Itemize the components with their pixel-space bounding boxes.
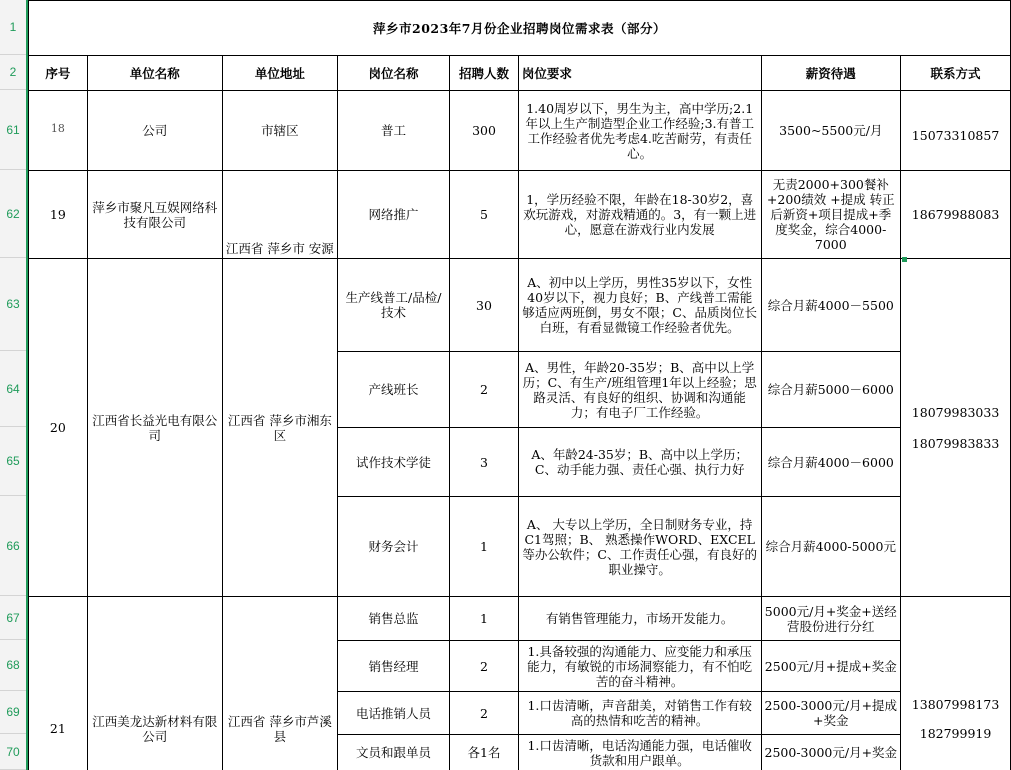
header-position[interactable]: 岗位名称 <box>337 56 449 91</box>
salary-cell[interactable]: 综合月薪4000－6000 <box>761 428 901 497</box>
count-cell[interactable]: 1 <box>450 497 519 597</box>
company-cell[interactable]: 公司 <box>87 91 222 171</box>
salary-cell[interactable]: 综合月薪5000－6000 <box>761 352 901 428</box>
requirements-cell[interactable]: A、 大专以上学历，全日制财务专业，持C1驾照；B、 熟悉操作WORD、EXCEL等办公软件；C、工作责任心强，有良好的职业操守。 <box>518 497 761 597</box>
requirements-cell[interactable]: A、男性，年龄20-35岁；B、高中以上学历；C、有生产/班组管理1年以上经验；思路灵活、有良好的组织、协调和沟通能力；有电子厂工作经验。 <box>518 352 761 428</box>
count-cell[interactable]: 1 <box>450 597 519 641</box>
requirements-cell[interactable]: 1.具备较强的沟通能力、应变能力和承压能力，有敏锐的市场洞察能力，有不怕吃苦的奋斗精神。 <box>518 641 761 692</box>
address-cell[interactable]: 江西省 萍乡市湘东区 <box>222 259 337 597</box>
position-cell[interactable]: 文员和跟单员 <box>337 735 449 770</box>
row-number[interactable]: 64 <box>0 351 26 427</box>
table-row <box>29 91 1011 171</box>
contact-phone-1: 13807998173 <box>911 696 1000 712</box>
header-contact[interactable]: 联系方式 <box>901 56 1011 91</box>
header-company[interactable]: 单位名称 <box>87 56 222 91</box>
table-row <box>29 259 1011 352</box>
salary-cell[interactable]: 2500-3000元/月+奖金 <box>761 735 901 770</box>
company-cell[interactable]: 江西省长益光电有限公司 <box>87 259 222 597</box>
salary-cell[interactable]: 2500元/月+提成+奖金 <box>761 641 901 692</box>
table-row <box>29 171 1011 259</box>
count-cell[interactable]: 各1名 <box>450 735 519 770</box>
position-cell[interactable]: 网络推广 <box>337 171 449 259</box>
header-requirements[interactable]: 岗位要求 <box>518 56 761 91</box>
row-number[interactable]: 62 <box>0 170 26 258</box>
contact-phone-1: 18079983033 <box>911 404 1000 420</box>
sheet-title[interactable]: 萍乡市2023年7月份企业招聘岗位需求表（部分） <box>29 1 1011 56</box>
salary-cell[interactable]: 综合月薪4000-5000元 <box>761 497 901 597</box>
row-number[interactable]: 63 <box>0 258 26 351</box>
row-number[interactable]: 65 <box>0 427 26 496</box>
row-number[interactable]: 61 <box>0 90 26 170</box>
address-cell[interactable]: 市辖区 <box>222 91 337 171</box>
row-number[interactable]: 1 <box>0 0 26 55</box>
salary-cell[interactable]: 5000元/月+奖金+送经营股份进行分红 <box>761 597 901 641</box>
count-cell[interactable]: 5 <box>450 171 519 259</box>
contact-phone-2: 182799919 <box>919 725 992 741</box>
table-row <box>29 597 1011 641</box>
header-salary[interactable]: 薪资待遇 <box>761 56 901 91</box>
row-number[interactable]: 67 <box>0 596 26 640</box>
address-cell[interactable]: 江西省 萍乡市芦溪县 <box>222 597 337 770</box>
selection-fill-handle[interactable] <box>902 257 907 262</box>
seq-cell[interactable]: 21 <box>29 597 88 770</box>
row-number[interactable]: 70 <box>0 734 26 770</box>
count-cell[interactable]: 2 <box>450 692 519 735</box>
row-header-gutter <box>0 0 28 770</box>
seq-partial: 18 <box>50 122 65 135</box>
salary-cell[interactable]: 综合月薪4000－5500 <box>761 259 901 352</box>
position-cell[interactable]: 生产线普工/品检/技术 <box>337 259 449 352</box>
position-cell[interactable]: 普工 <box>337 91 449 171</box>
requirements-cell[interactable]: 1.口齿清晰，电话沟通能力强，电话催收货款和用户跟单。 <box>518 735 761 770</box>
company-cell[interactable]: 萍乡市聚凡互娱网络科技有限公司 <box>87 171 222 259</box>
company-cell[interactable]: 江西美龙达新材料有限公司 <box>87 597 222 770</box>
recruitment-table <box>28 0 1011 770</box>
row-number[interactable]: 68 <box>0 640 26 691</box>
seq-cell[interactable]: 20 <box>29 259 88 597</box>
row-number[interactable]: 2 <box>0 55 26 90</box>
position-cell[interactable]: 试作技术学徒 <box>337 428 449 497</box>
count-cell[interactable]: 2 <box>450 641 519 692</box>
count-cell[interactable]: 3 <box>450 428 519 497</box>
requirements-cell[interactable]: 1.40周岁以下，男生为主，高中学历;2.1年以上生产制造型企业工作经验;3.有普工工作经验者优先考虑4.吃苦耐劳，有责任心。 <box>518 91 761 171</box>
position-cell[interactable]: 电话推销人员 <box>337 692 449 735</box>
count-cell[interactable]: 30 <box>450 259 519 352</box>
position-cell[interactable]: 财务会计 <box>337 497 449 597</box>
address-cell[interactable]: 江西省 萍乡市 安源 <box>222 171 337 259</box>
header-count[interactable]: 招聘人数 <box>450 56 519 91</box>
row-number[interactable]: 69 <box>0 691 26 734</box>
contact-cell[interactable]: 15073310857 <box>901 91 1011 171</box>
contact-phone-2: 18079983833 <box>911 435 1000 451</box>
requirements-cell[interactable]: 有销售管理能力，市场开发能力。 <box>518 597 761 641</box>
contact-cell[interactable]: 18679988083 <box>901 171 1011 259</box>
position-cell[interactable]: 销售经理 <box>337 641 449 692</box>
contact-cell[interactable] <box>901 597 1011 770</box>
position-cell[interactable]: 销售总监 <box>337 597 449 641</box>
position-cell[interactable]: 产线班长 <box>337 352 449 428</box>
seq-cell[interactable]: 19 <box>29 171 88 259</box>
seq-cell[interactable] <box>29 91 88 171</box>
row-number[interactable]: 66 <box>0 496 26 596</box>
contact-cell[interactable] <box>901 259 1011 597</box>
requirements-cell[interactable]: A、年龄24-35岁；B、高中以上学历；C、动手能力强、责任心强、执行力好 <box>518 428 761 497</box>
salary-cell[interactable]: 无责2000+300餐补+200绩效 +提成 转正后新资+项目提成+季度奖金，综合4000-7000 <box>761 171 901 259</box>
requirements-cell[interactable]: 1.口齿清晰，声音甜美，对销售工作有较高的热情和吃苦的精神。 <box>518 692 761 735</box>
salary-cell[interactable]: 3500~5500元/月 <box>761 91 901 171</box>
header-address[interactable]: 单位地址 <box>222 56 337 91</box>
count-cell[interactable]: 2 <box>450 352 519 428</box>
salary-cell[interactable]: 2500-3000元/月+提成+奖金 <box>761 692 901 735</box>
requirements-cell[interactable]: 1，学历经验不限，年龄在18-30岁2，喜欢玩游戏，对游戏精通的。3，有一颗上进心，愿意在游戏行业内发展 <box>518 171 761 259</box>
count-cell[interactable]: 300 <box>450 91 519 171</box>
header-seq[interactable]: 序号 <box>29 56 88 91</box>
requirements-cell[interactable]: A、初中以上学历，男性35岁以下，女性40岁以下，视力良好；B、产线普工需能够适应两班倒，男女不限；C、品质岗位长白班，有看显微镜工作经验者优先。 <box>518 259 761 352</box>
header-row <box>29 56 1011 91</box>
